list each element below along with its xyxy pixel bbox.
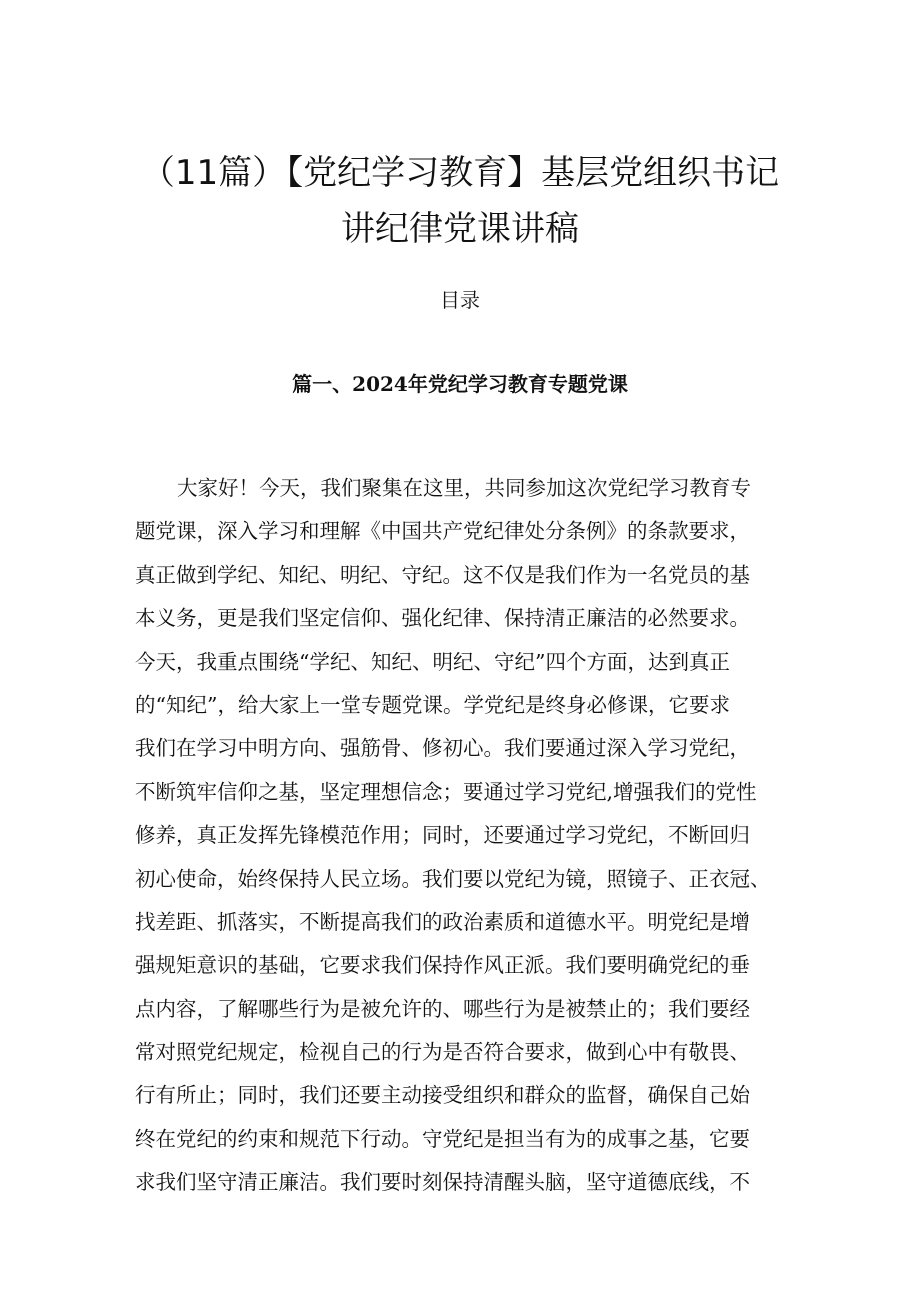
body-line: 大家好！今天，我们聚集在这里，共同参加这次党纪学习教育专 [177,476,751,500]
body-line: 终在党纪的约束和规范下行动。守党纪是担当有为的成事之基，它要 [135,1126,750,1151]
body-line: 题党课，深入学习和理解《中国共产党纪律处分条例》的条款要求， [135,519,750,544]
body-paragraph [135,467,795,1205]
body-line: 不断筑牢信仰之基，坚定理想信念；要通过学习党纪,增强我们的党性 [135,779,757,804]
section-heading: 篇一、2024年党纪学习教育专题党课 [292,372,628,396]
body-line: 求我们坚守清正廉洁。我们要时刻保持清醒头脑，坚守道德底线，不 [135,1170,750,1195]
body-line: 点内容，了解哪些行为是被允许的、哪些行为是被禁止的；我们要经 [135,996,750,1021]
body-line: 常对照党纪规定，检视自己的行为是否符合要求，做到心中有敬畏、 [135,1040,750,1065]
body-line: 今天，我重点围绕“学纪、知纪、明纪、守纪”四个方面，达到真正 [135,649,730,674]
document-title [140,145,780,257]
body-line: 找差距、抓落实，不断提高我们的政治素质和道德水平。明党纪是增 [135,909,750,934]
body-line: 的“知纪”，给大家上一堂专题党课。学党纪是终身必修课，它要求 [135,692,730,717]
document-title-line-2: 讲纪律党课讲稿 [341,209,579,249]
body-line: 真正做到学纪、知纪、明纪、守纪。这不仅是我们作为一名党员的基 [135,562,750,587]
body-line: 行有所止；同时，我们还要主动接受组织和群众的监督，确保自己始 [135,1083,750,1108]
document-title-line-1: （11篇）【党纪学习教育】基层党组织书记 [140,153,780,193]
body-line: 我们在学习中明方向、强筋骨、修初心。我们要通过深入学习党纪， [135,736,750,761]
body-line: 修养，真正发挥先锋模范作用；同时，还要通过学习党纪，不断回归 [135,823,750,848]
body-line: 本义务，更是我们坚定信仰、强化纪律、保持清正廉洁的必然要求。 [135,606,750,631]
body-line: 初心使命，始终保持人民立场。我们要以党纪为镜，照镜子、正衣冠、 [135,866,771,891]
body-line: 强规矩意识的基础，它要求我们保持作风正派。我们要明确党纪的垂 [135,953,750,978]
toc-label: 目录 [440,288,480,312]
